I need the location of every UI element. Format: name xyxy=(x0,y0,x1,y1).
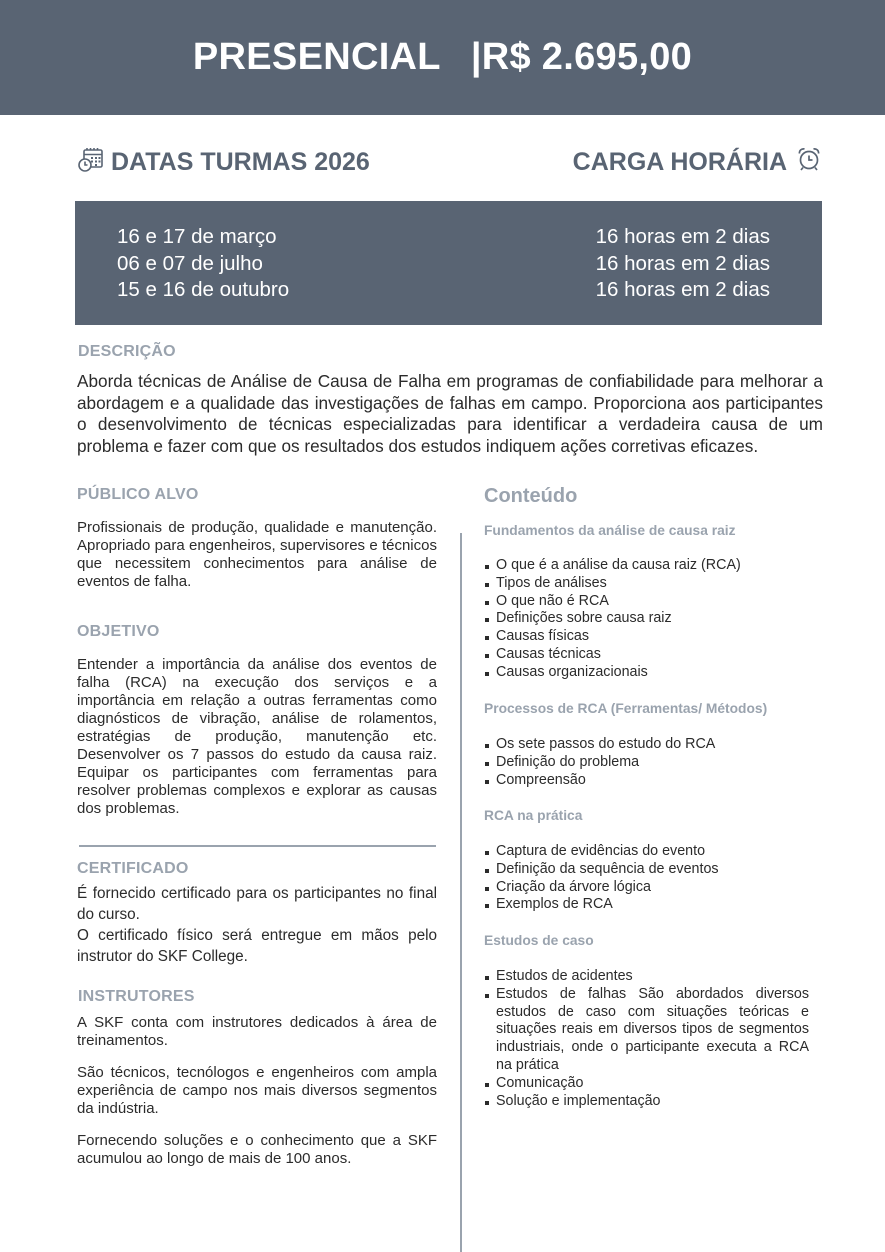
alarm-clock-icon xyxy=(787,145,823,180)
content-section-list xyxy=(484,843,824,914)
list-item: Causas físicas xyxy=(484,628,824,646)
instructors-text xyxy=(77,1014,437,1182)
description-text: Aborda técnicas de Análise de Causa de Falha em programas de confiabilidade para melhorar a abordagem e a qualidade das investigações de falhas em campo. Proporciona aos participantes o desenvolvimento de técnicas especializadas para identificar a verdadeira causa de um problema e fazer com que os resultados dos estudos indiquem ações corretivas eficazes. xyxy=(77,371,823,456)
workload-heading xyxy=(573,145,823,180)
instructors-paragraph: A SKF conta com instrutores dedicados à área de treinamentos. xyxy=(77,1014,437,1049)
course-mode: PRESENCIAL xyxy=(192,36,441,78)
price-banner xyxy=(0,0,885,115)
content-title: Conteúdo xyxy=(484,485,578,507)
list-item: Estudos de falhas São abordados diversos estudos de caso com situações teóricas e situações reais em diversos tipos de segmentos industriais, onde o participante executa a RCA na prática xyxy=(484,986,809,1075)
certificate-text xyxy=(77,883,437,967)
content-section-label: Fundamentos da análise de causa raiz xyxy=(484,523,736,538)
content-section-list xyxy=(484,736,824,789)
description-label: DESCRIÇÃO xyxy=(78,343,176,360)
schedule-hours-value: 16 horas em 2 dias xyxy=(595,278,770,301)
list-item: Causas técnicas xyxy=(484,646,824,664)
content-section-label: RCA na prática xyxy=(484,808,583,823)
certificate-paragraph: O certificado físico será entregue em mãos pelo instrutor do SKF College. xyxy=(77,927,437,965)
content-section-label: Processos de RCA (Ferramentas/ Métodos) xyxy=(484,701,768,716)
column-divider xyxy=(460,533,462,1252)
instructors-label: INSTRUTORES xyxy=(78,988,195,1005)
workload-title: CARGA HORÁRIA xyxy=(572,148,787,176)
certificate-label: CERTIFICADO xyxy=(77,860,189,877)
list-item: Os sete passos do estudo do RCA xyxy=(484,736,824,754)
list-item: Exemplos de RCA xyxy=(484,896,824,914)
instructors-paragraph: São técnicos, tecnólogos e engenheiros com ampla experiência de campo nos mais diversos segmentos da indústria. xyxy=(77,1064,437,1117)
list-item: Definição do problema xyxy=(484,754,824,772)
schedule-dates xyxy=(117,224,289,304)
dates-title: DATAS TURMAS 2026 xyxy=(111,148,370,176)
banner-separator: | xyxy=(470,36,482,78)
content-section-list xyxy=(484,557,824,682)
list-item: Causas organizacionais xyxy=(484,664,824,682)
list-item: Solução e implementação xyxy=(484,1093,824,1111)
target-audience-label: PÚBLICO ALVO xyxy=(77,486,199,503)
list-item: Estudos de acidentes xyxy=(484,968,824,986)
target-audience-text: Profissionais de produção, qualidade e manutenção. Apropriado para engenheiros, supervisores e técnicos que necessitem conhecimentos para análise de eventos de falha. xyxy=(77,519,437,590)
schedule-date: 16 e 17 de março xyxy=(117,225,277,248)
list-item: Captura de evidências do evento xyxy=(484,843,824,861)
schedule-date: 06 e 07 de julho xyxy=(117,251,263,275)
list-item: O que não é RCA xyxy=(484,593,824,611)
schedule-table xyxy=(75,201,822,325)
calendar-clock-icon xyxy=(77,145,111,180)
list-item: Tipos de análises xyxy=(484,575,824,593)
instructors-paragraph: Fornecendo soluções e o conhecimento que a SKF acumulou ao longo de mais de 100 anos. xyxy=(77,1132,437,1167)
objective-label: OBJETIVO xyxy=(77,623,160,640)
list-item: Definições sobre causa raiz xyxy=(484,610,824,628)
schedule-date: 15 e 16 de outubro xyxy=(117,278,290,301)
course-price: R$ 2.695,00 xyxy=(481,36,693,78)
list-item: Comunicação xyxy=(484,1075,824,1093)
certificate-paragraph: É fornecido certificado para os participantes no final do curso. xyxy=(77,885,437,923)
list-item: Definição da sequência de eventos xyxy=(484,861,824,879)
dates-heading xyxy=(77,145,370,180)
content-section-list xyxy=(484,968,824,1110)
list-item: Compreensão xyxy=(484,772,824,790)
banner-text xyxy=(193,36,692,79)
content-section-label: Estudos de caso xyxy=(484,933,594,948)
schedule-hours-value: 16 horas em 2 dias xyxy=(595,225,770,248)
list-item: O que é a análise da causa raiz (RCA) xyxy=(484,557,824,575)
section-divider xyxy=(79,845,436,847)
schedule-hours xyxy=(596,224,770,304)
list-item: Criação da árvore lógica xyxy=(484,879,824,897)
objective-text: Entender a importância da análise dos eventos de falha (RCA) na execução dos serviços e a importância em relação a outras ferramentas como diagnósticos de vibração, análise de rolamentos, estratégias de produção, manutenção etc. Desenvolver os 7 passos do estudo da causa raiz. Equipar os participantes com ferramentas para resolver problemas complexos e explorar as causas dos problemas. xyxy=(77,656,437,817)
schedule-hours-value: 16 horas em 2 dias xyxy=(595,251,770,275)
